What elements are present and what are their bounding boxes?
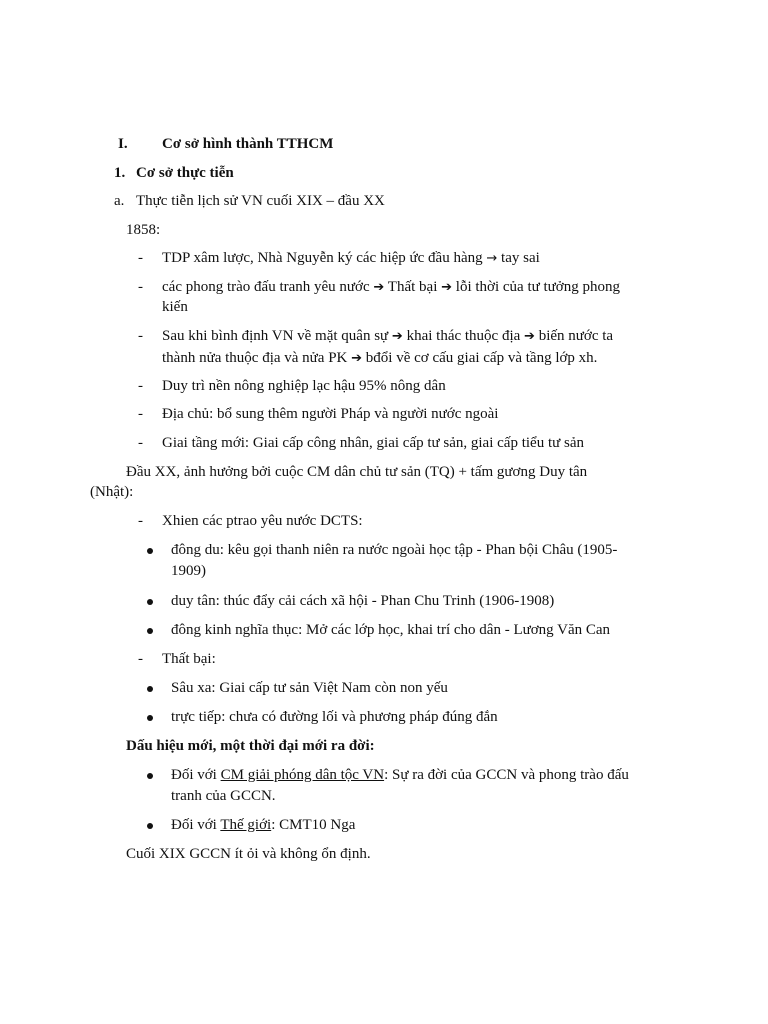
text-span: các phong trào đấu tranh yêu nước	[162, 279, 370, 295]
list-item-1858-4: Duy trì nền nông nghiệp lạc hậu 95% nông dân	[162, 378, 446, 394]
list-item-1858-3	[162, 326, 613, 347]
that-bai-item-2: trực tiếp: chưa có đường lối và phương pháp đúng đắn	[171, 709, 498, 725]
xhien-item-1: đông du: kêu gọi thanh niên ra nước ngoài học tập - Phan bội Châu (1905-	[171, 542, 618, 558]
list-dash: -	[138, 328, 143, 344]
subsection-a-letter: a.	[114, 193, 125, 209]
heading-1-title: Cơ sở hình thành TTHCM	[162, 136, 334, 152]
list-item-1858-5: Địa chủ: bổ sung thêm người Pháp và người nước ngoài	[162, 406, 499, 422]
xhien-item-3: đông kinh nghĩa thục: Mở các lớp học, khai trí cho dân - Lương Văn Can	[171, 622, 611, 638]
list-dash: -	[138, 513, 143, 529]
text-span: biến nước ta	[538, 328, 614, 344]
list-item-1858-2	[162, 277, 620, 298]
xhien-item-1-cont: 1909)	[171, 563, 206, 579]
list-dash: -	[138, 378, 143, 394]
text-span: thành nửa thuộc địa và nửa PK	[162, 350, 348, 366]
that-bai-item-1: Sâu xa: Giai cấp tư sản Việt Nam còn non yếu	[171, 680, 448, 696]
text-span: bđổi về cơ cấu giai cấp và tầng lớp xh.	[365, 350, 598, 366]
arrow-right-icon: →	[486, 251, 498, 266]
dau-hieu-item-1	[171, 765, 629, 786]
dau-hieu-item-2	[171, 815, 355, 836]
text-span: Đối với	[171, 817, 221, 833]
arrow-right-icon: ➔	[351, 351, 363, 366]
bullet-icon	[147, 628, 153, 634]
year-1858: 1858:	[126, 222, 161, 238]
text-span: Thất bại	[387, 279, 438, 295]
xhien-label: Xhien các ptrao yêu nước DCTS:	[162, 513, 363, 529]
arrow-right-icon: ➔	[441, 280, 453, 295]
list-dash: -	[138, 279, 143, 295]
that-bai-label: Thất bại:	[162, 651, 216, 667]
early-xx-paragraph: Đầu XX, ảnh hưởng bởi cuộc CM dân chủ tư sản (TQ) + tấm gương Duy tân	[126, 464, 588, 480]
subsection-a-title: Thực tiễn lịch sử VN cuối XIX – đầu XX	[136, 193, 385, 209]
arrow-right-icon: ➔	[391, 329, 403, 344]
bullet-icon	[147, 823, 153, 829]
list-item-1858-1	[162, 248, 540, 269]
bullet-icon	[147, 599, 153, 605]
xhien-item-2: duy tân: thúc đẩy cải cách xã hội - Phan Chu Trinh (1906-1908)	[171, 593, 555, 609]
list-item-1858-6: Giai tầng mới: Giai cấp công nhân, giai cấp tư sản, giai cấp tiểu tư sản	[162, 435, 584, 451]
dau-hieu-item-1-cont: tranh của GCCN.	[171, 788, 276, 804]
arrow-right-icon: ➔	[373, 280, 385, 295]
text-span: tay sai	[501, 250, 540, 266]
list-dash: -	[138, 250, 143, 266]
text-span: khai thác thuộc địa	[406, 328, 521, 344]
bullet-icon	[147, 548, 153, 554]
heading-2-number: 1.	[114, 165, 126, 181]
early-xx-paragraph-cont: (Nhật):	[90, 484, 134, 500]
arrow-right-icon: ➔	[524, 329, 535, 344]
text-span: : CMT10 Nga	[271, 817, 356, 833]
text-span: Sau khi bình định VN về mặt quân sự	[162, 328, 389, 344]
text-span: TDP xâm lược, Nhà Nguyễn ký các hiệp ức đầu hàng	[162, 250, 483, 266]
closing-line: Cuối XIX GCCN ít ỏi và không ổn định.	[126, 846, 371, 862]
dau-hieu-heading: Dấu hiệu mới, một thời đại mới ra đời:	[126, 738, 375, 754]
text-span: : Sự ra đời của GCCN và phong trào đấu	[384, 767, 629, 783]
heading-1-numeral: I.	[118, 136, 128, 152]
bullet-icon	[147, 715, 153, 721]
underlined-term: CM giải phóng dân tộc VN	[220, 767, 385, 783]
text-span: Đối với	[171, 767, 221, 783]
list-item-1858-3-cont	[162, 348, 597, 369]
bullet-icon	[147, 686, 153, 692]
list-dash: -	[138, 651, 143, 667]
text-span: lỗi thời của tư tưởng phong	[455, 279, 620, 295]
bullet-icon	[147, 773, 153, 779]
list-dash: -	[138, 406, 143, 422]
heading-2-title: Cơ sở thực tiễn	[136, 165, 234, 181]
underlined-term: Thế giới	[220, 817, 272, 833]
list-item-1858-2-cont: kiến	[162, 299, 188, 315]
list-dash: -	[138, 435, 143, 451]
